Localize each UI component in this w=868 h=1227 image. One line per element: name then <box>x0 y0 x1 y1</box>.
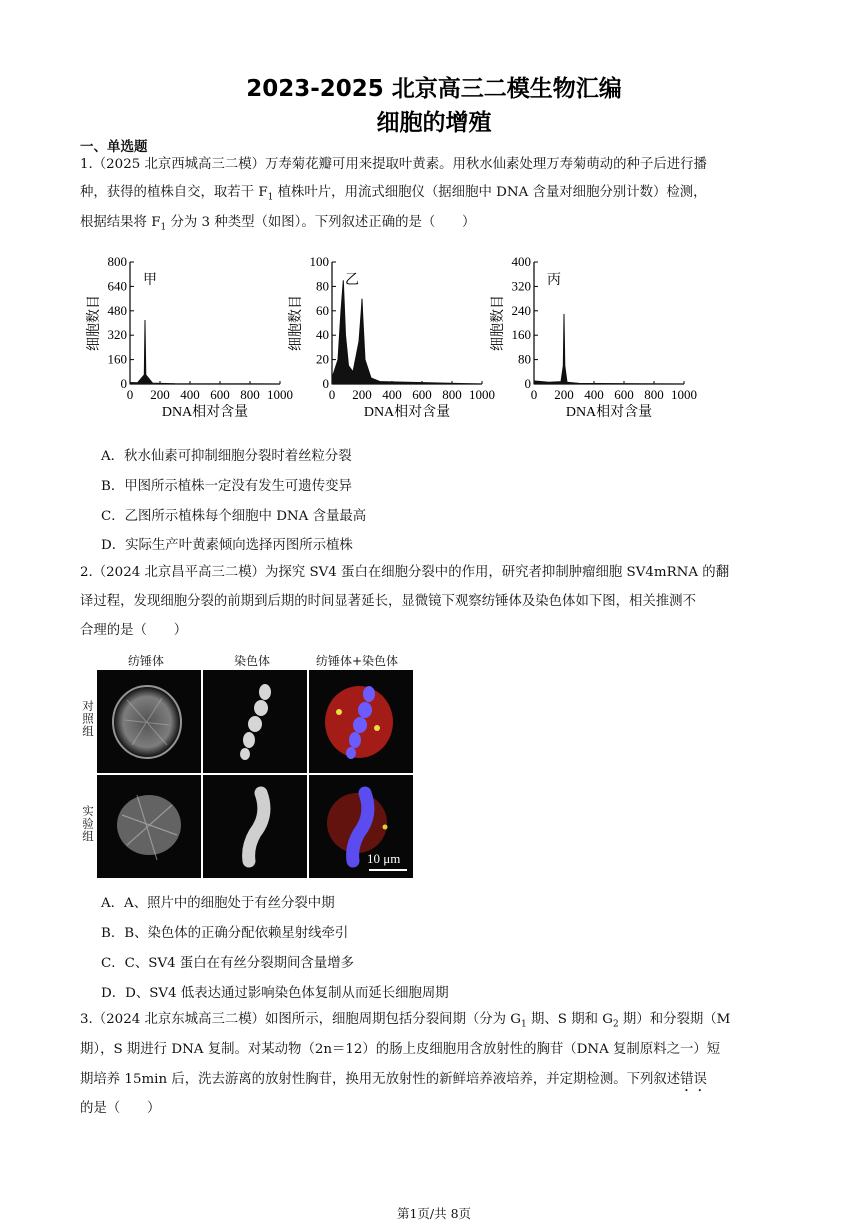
y-axis-label: 细胞数目 <box>289 295 304 351</box>
y-tick-label: 40 <box>316 327 329 343</box>
q3-line-3: 期培养 15min 后，洗去游离的放射性胸苷，换用无放射性的新鲜培养液培养，并定期检测。下列叙述错误 <box>80 1072 707 1087</box>
x-tick-label: 0 <box>328 387 336 402</box>
y-tick-label: 100 <box>309 254 329 269</box>
q2-option-b: B．B、染色体的正确分配依赖星射线牵引 <box>101 926 349 941</box>
x-tick-label: 0 <box>530 387 538 402</box>
x-tick-label: 800 <box>240 387 260 402</box>
x-tick-label: 600 <box>412 387 432 402</box>
histogram-series <box>332 280 482 384</box>
x-axis-label: DNA相对含量 <box>565 405 653 420</box>
x-tick-label: 1000 <box>469 387 495 402</box>
column-header-merge: 纺锤体+染色体 <box>316 654 399 668</box>
y-tick-label: 160 <box>107 351 127 367</box>
y-tick-label: 60 <box>316 302 329 318</box>
y-tick-label: 0 <box>524 376 531 391</box>
y-tick-label: 640 <box>107 278 127 294</box>
micrograph-control-spindle <box>97 670 201 773</box>
x-axis-label: DNA相对含量 <box>161 405 249 420</box>
q1-option-b: B．甲图所示植株一定没有发生可遗传变异 <box>101 479 352 494</box>
x-tick-label: 800 <box>644 387 664 402</box>
chart-bing <box>490 250 697 430</box>
y-tick-label: 240 <box>511 302 531 318</box>
chart-yi <box>288 250 495 430</box>
column-header-chromosome: 染色体 <box>234 654 271 668</box>
x-tick-label: 1000 <box>671 387 697 402</box>
x-tick-label: 400 <box>382 387 402 402</box>
scale-bar <box>369 869 407 871</box>
micrograph-experiment-chromosome <box>203 775 307 878</box>
page-footer: 第1页/共 8页 <box>396 1206 472 1221</box>
y-tick-label: 80 <box>316 278 329 294</box>
chart-tag: 丙 <box>547 273 561 288</box>
section-heading: 一、单选题 <box>80 139 148 155</box>
histogram-yi <box>288 250 495 434</box>
q3-line-1: 3.（2024 北京东城高三二模）如图所示，细胞周期包括分裂间期（分为 $G_1$ 期、S 期和 $G_2$ 期）和分裂期（M <box>80 1012 731 1030</box>
q2-line-3: 合理的是（ ） <box>80 623 188 638</box>
chart-tag: 乙 <box>345 273 359 288</box>
q2-line-2: 译过程，发现细胞分裂的前期到后期的时间显著延长，显微镜下观察纺锤体及染色体如下图，相关推测不 <box>80 594 696 609</box>
x-tick-label: 800 <box>442 387 462 402</box>
micrograph-experiment-spindle <box>97 775 201 878</box>
document-title: 2023-2025 北京高三二模生物汇编 <box>246 76 622 102</box>
histogram-bing <box>490 250 697 434</box>
q2-option-a: A．A、照片中的细胞处于有丝分裂中期 <box>101 896 335 911</box>
x-tick-label: 200 <box>554 387 574 402</box>
y-tick-label: 320 <box>511 278 531 294</box>
q2-line-1: 2.（2024 北京昌平高三二模）为探究 SV4 蛋白在细胞分裂中的作用，研究者抑制肿瘤细胞 SV4mRNA 的翻 <box>80 565 730 580</box>
q2-option-c: C．C、SV4 蛋白在有丝分裂期间含量增多 <box>101 956 354 971</box>
row-label-experiment: 实验组 <box>81 805 95 843</box>
x-tick-label: 1000 <box>267 387 293 402</box>
q1-line-1: 1.（2025 北京西城高三二模）万寿菊花瓣可用来提取叶黄素。用秋水仙素处理万寿菊萌动的种子后进行播 <box>80 157 707 172</box>
y-axis-label: 细胞数目 <box>87 295 102 351</box>
x-tick-label: 400 <box>180 387 200 402</box>
q1-option-a: A．秋水仙素可抑制细胞分裂时着丝粒分裂 <box>101 449 352 464</box>
q1-option-c: C．乙图所示植株每个细胞中 DNA 含量最高 <box>101 509 367 524</box>
x-tick-label: 600 <box>614 387 634 402</box>
chart-tag: 甲 <box>143 273 157 288</box>
y-tick-label: 160 <box>511 327 531 343</box>
y-axis-label: 细胞数目 <box>491 295 506 351</box>
y-tick-label: 320 <box>107 327 127 343</box>
document-subtitle: 细胞的增殖 <box>376 110 492 136</box>
micrograph-control-chromosome <box>203 670 307 773</box>
scale-bar-label: 10 μm <box>367 851 401 866</box>
y-tick-label: 400 <box>511 254 531 269</box>
q2-option-d: D．D、SV4 低表达通过影响染色体复制从而延长细胞周期 <box>101 986 449 1001</box>
y-tick-label: 480 <box>107 302 127 318</box>
column-header-spindle: 纺锤体 <box>128 654 165 668</box>
y-tick-label: 20 <box>316 351 329 367</box>
x-tick-label: 0 <box>126 387 134 402</box>
histogram-series <box>534 314 684 384</box>
x-tick-label: 200 <box>150 387 170 402</box>
y-tick-label: 800 <box>107 254 127 269</box>
histogram-series <box>130 320 280 384</box>
x-axis-label: DNA相对含量 <box>363 405 451 420</box>
q1-line-3: 根据结果将 $F_1$ 分为 3 种类型（如图）。下列叙述正确的是（ ） <box>80 215 476 233</box>
q1-line-2: 种，获得的植株自交，取若干 $F_1$ 植株叶片，用流式细胞仪（据细胞中 DNA 含量对细胞分别计数）检测， <box>80 185 707 203</box>
x-tick-label: 200 <box>352 387 372 402</box>
histogram-jia <box>86 250 293 434</box>
y-tick-label: 0 <box>322 376 329 391</box>
micrograph-control-merge <box>309 670 413 773</box>
q3-line-4: 的是（ ） <box>80 1101 161 1116</box>
y-tick-label: 0 <box>120 376 127 391</box>
y-tick-label: 80 <box>518 351 531 367</box>
q1-option-d: D．实际生产叶黄素倾向选择丙图所示植株 <box>101 538 353 553</box>
micrograph-experiment-merge <box>309 775 413 878</box>
row-label-control: 对照组 <box>81 700 95 738</box>
x-tick-label: 600 <box>210 387 230 402</box>
x-tick-label: 400 <box>584 387 604 402</box>
chart-jia <box>86 250 293 430</box>
q3-line-2: 期），S 期进行 DNA 复制。对某动物（2n＝12）的肠上皮细胞用含放射性的胸苷（DNA 复制原料之一）短 <box>80 1042 721 1057</box>
